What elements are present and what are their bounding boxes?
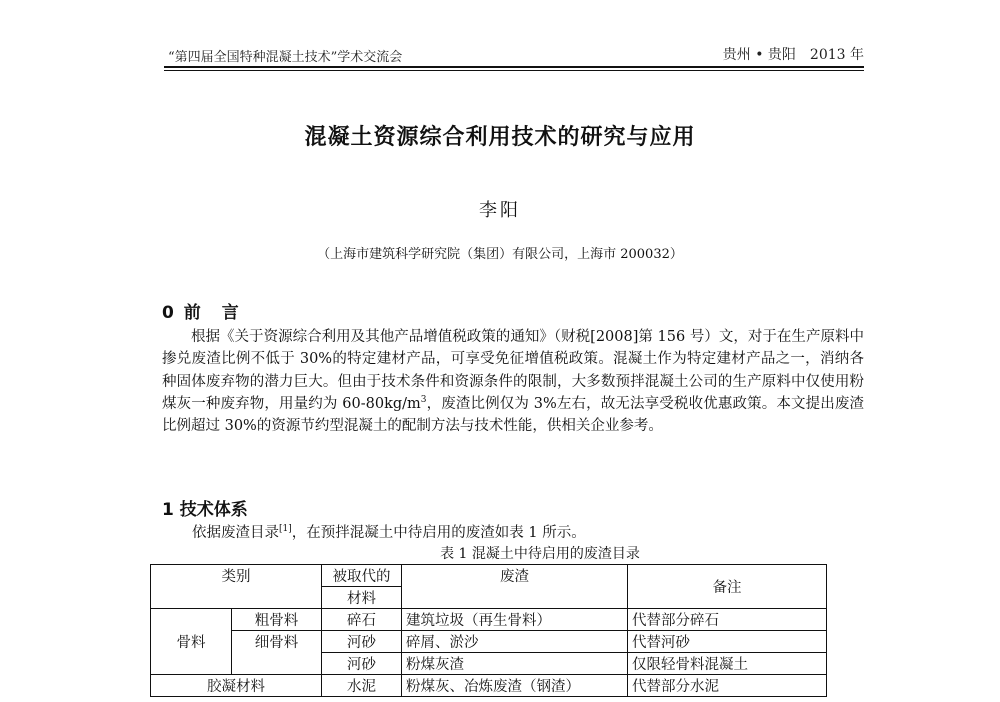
paper-title: 混凝土资源综合利用技术的研究与应用 bbox=[304, 125, 696, 150]
cell-note: 代替部分水泥 bbox=[628, 675, 827, 697]
cell-sub: 细骨料 bbox=[232, 631, 322, 675]
cell-replaced: 水泥 bbox=[322, 675, 402, 697]
cell-waste: 建筑垃圾（再生骨料） bbox=[402, 609, 628, 631]
section-1-text-a: 依据废渣目录 bbox=[192, 525, 279, 541]
header-location-year: 贵州 • 贵阳 2013 年 bbox=[722, 47, 864, 63]
section-0-heading: 0 前 言 bbox=[162, 303, 241, 323]
header-waste: 废渣 bbox=[402, 565, 628, 609]
table-row bbox=[151, 675, 827, 697]
paragraph-text-b: ，废渣比例仅为 3%左右，故无法享受税收优惠政策。本文提出废渣比例超过 30%的资源节约型混凝土的配制方法与技术性能，供相关企业参考。 bbox=[162, 395, 864, 435]
header-replaced-line1: 被取代的 bbox=[322, 565, 402, 587]
cell-replaced: 碎石 bbox=[322, 609, 402, 631]
section-1-text-b: ，在预拌混凝土中待启用的废渣如表 1 所示。 bbox=[291, 525, 586, 541]
table-row bbox=[151, 609, 827, 631]
cell-replaced: 河砂 bbox=[322, 631, 402, 653]
cell-waste: 粉煤灰渣 bbox=[402, 653, 628, 675]
waste-table bbox=[150, 564, 827, 697]
section-0-paragraph bbox=[162, 326, 864, 437]
paper-affiliation: （上海市建筑科学研究院（集团）有限公司，上海市 200032） bbox=[317, 247, 683, 262]
cell-sub: 粗骨料 bbox=[232, 609, 322, 631]
cell-note: 代替河砂 bbox=[628, 631, 827, 653]
table-header-row bbox=[151, 565, 827, 587]
cell-category: 胶凝材料 bbox=[151, 675, 322, 697]
cell-group-aggregate: 骨料 bbox=[151, 609, 232, 675]
header-replaced-line2: 材料 bbox=[322, 587, 402, 609]
header-conference-title: “第四届全国特种混凝土技术”学术交流会 bbox=[168, 50, 403, 65]
cell-waste: 碎屑、淤沙 bbox=[402, 631, 628, 653]
cell-note: 仅限轻骨料混凝土 bbox=[628, 653, 827, 675]
header-category: 类别 bbox=[151, 565, 322, 609]
cell-waste: 粉煤灰、冶炼废渣（钢渣） bbox=[402, 675, 628, 697]
section-1-heading: 1 技术体系 bbox=[162, 500, 248, 520]
section-1-text bbox=[192, 521, 586, 542]
paper-author: 李阳 bbox=[479, 200, 521, 221]
unit-superscript: 3 bbox=[420, 395, 427, 406]
paragraph-text-a: 根据《关于资源综合利用及其他产品增值税政策的通知》（财税[2008]第 156 号）文，对于在生产原料中掺兑废渣比例不低于 30%的特定建材产品，可享受免征增值税政策。混凝土作为特定建材产品之一，消纳各种固体废弃物的潜力巨大。但由于技术条件和资源条件的限制，大多数预拌混凝土公司的生产原料中仅使用粉煤灰一种废弃物，用量约为 60-80kg/m bbox=[162, 329, 864, 412]
table-row bbox=[151, 631, 827, 653]
cell-replaced: 河砂 bbox=[322, 653, 402, 675]
table-caption: 表 1 混凝土中待启用的废渣目录 bbox=[440, 546, 640, 562]
cell-note: 代替部分碎石 bbox=[628, 609, 827, 631]
header-note: 备注 bbox=[628, 565, 827, 609]
header-rule bbox=[164, 66, 864, 71]
citation-ref: [1] bbox=[279, 524, 292, 535]
